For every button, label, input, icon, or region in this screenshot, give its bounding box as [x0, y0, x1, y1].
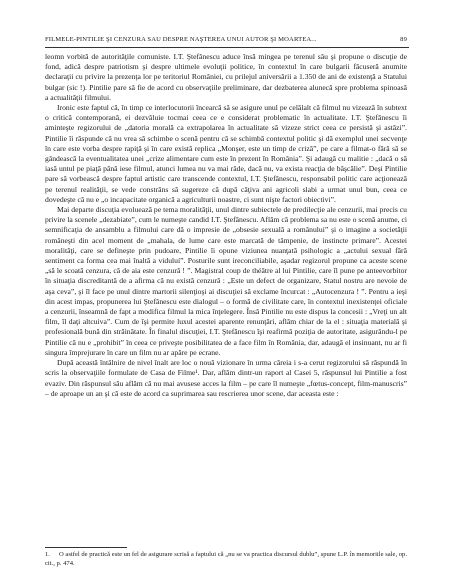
footnote-text: O astfel de practică este un fel de asigurare scrisă a faptului că „nu se va practica discursul dublu”, spune L.P. în memoriile sale, op. cit., p. 474. [45, 551, 407, 567]
running-header-title: FILMELE-PINTILIE ŞI CENZURA SAU DESPRE NAŞTEREA UNUI AUTOR ŞI MOARTEA... [45, 36, 317, 43]
footnote-number: 1. [45, 551, 50, 558]
paragraph: Ironic este faptul că, în timp ce interlocutorii încearcă să se asigure unul pe celălalt că filmul nu vizează în subtext o critică contemporană, ei dezvăluie tocmai ceea ce e considerat problematic în actualitate. I.T. Ştefănescu îi aminteşte regizorului de „datoria morală ca extrapolarea în actualitate să vizeze strict ceea ce persistă şi astăzi”. Pintilie îi răspunde că nu vrea să schimbe o scenă pentru că se schimbă contextul politic şi dă exemplul unei secvenţe în care este vorba despre rapiţă şi în care există replica „Monşer, este un timp de criză”, pe care a filmat-o fără să se gândească la eventualitatea unei „crize alimentare cum este în prezent în România”. Şi adaugă cu malitie : „dacă o să iasă untul pe piaţă până iese filmul, atunci lumea nu va mai râde, dacă nu, va exista reacţia de băşcălie”. Deşi Pintilie pare să vorbească despre faptul artistic care transcende contextul, I.T. Ştefănescu, responsabil politic care acţionează pe terenul realităţii, se vede constrâns să sugereze că după câţiva ani agricoli slabi a urmat unul bun, ceea ce dovedeşte că nu e „o incapacitate organică a agriculturii noastre, ci sunt nişte factori obiectivi”. [45, 103, 407, 204]
paragraph: După această întâlnire de nivel înalt are loc o nouă vizionare în urma căreia i s-a cerut regizorului să răspundă în scris la observaţiile formulate de Casa de Filme¹. Dar, aflăm dintr-un raport al Casei 5, răspunsul lui Pintilie a fost evaziv. Din răspunsul său aflăm că nu mai avusese acces la film – pe care îl numeşte „fœtus-concept, film-manuscris” – de aproape un an şi că este de acord ca suprimarea sau rescrierea unor scene, dar aceasta este : [45, 358, 407, 398]
footnote-rule [45, 547, 127, 548]
paragraph: leomn vorbită de autorităţile comuniste. I.T. Ştefănescu aduce însă mingea pe terenul său şi propune o discuţie de fond, adică despre patriotism şi despre ultimele evoluţii politice, în contextul în care bulgarii făcuseră anumite declaraţii cu privire la prezenţa lor pe teritoriul României, cu prilejul aniversării a 1.350 de ani de existenţă a Statului bulgar (sic !). Pintilie pare să fie de acord cu observaţiile preliminare, dar dezbaterea alunecă spre problema spinoasă a actualităţii filmului. [45, 52, 407, 102]
header-rule [45, 47, 409, 48]
body-text [45, 52, 407, 399]
page-number: 89 [400, 36, 407, 43]
footnote [45, 551, 407, 569]
paragraph: Mai departe discuţia evoluează pe tema moralităţii, unul dintre subiectele de predilecţie ale cenzurii, mai precis cu privire la scenele „dezabiate”, cum le numeşte candid I.T. Ştefănescu. Aflăm că problema sa nu este o scenă anume, ci semnificaţia de ansamblu a filmului care dă o impresie de „obsesie sexuală a românului” şi o imagine a societăţii româneşti din acel moment de „mahala, de lume care este marcată de tâmpenie, de instincte primare”. Acestei moralităţi, care se defineşte prin pudoare, Pintilie îi opune viziunea nuanţată psihologic a „actului sexual fără sentiment ca forma cea mai înaltă a viduluí”. Posturile sunt ireconciliabile, aşadar regizorul propune ca aceste scene „să le scoată cenzura, că de aia este cenzură ! ”. Magistral coup de théâtre al lui Pintilie, care îl pune pe anteevorbitor în situaţia discreditantă de a afirma că nu există cenzură : „Este un defect de organizare, Statul nostru are nevoie de aşa ceva”, şi îl face pe unul dintre martorii silenţioşi ai discuţiei să exclame încurcat : „Autocenzura ! ”. Pentru a ieşi din acest impas, propunerea lui Ştefănescu este dialogul – o formă de civilitate care, în contextul inexistenţei oficiale a cenzurii, înseamnă de fapt a modifica filmul la mica înţelegere. Însă Pintilie nu este dispus la concesii : „Vreţi un alt film, îl daţi altcuiva”. Cum de îşi permite luxul acestei aparente renunţări, aflăm chiar de la el : situaţia materială şi profesională bună din străinătate. În finalul discuţiei, I.T. Ştefănescu îşi reafirmă poziţia de autoritate, asigurându-l pe Pintilie că nu e „prohibit” în ceea ce priveşte posibilitatea de a face film în România, dar, adaugă el insinuant, nu ar fi singura împrejurare în care un film nu ar apăre pe ecrane. [45, 205, 407, 357]
running-header [45, 35, 407, 45]
